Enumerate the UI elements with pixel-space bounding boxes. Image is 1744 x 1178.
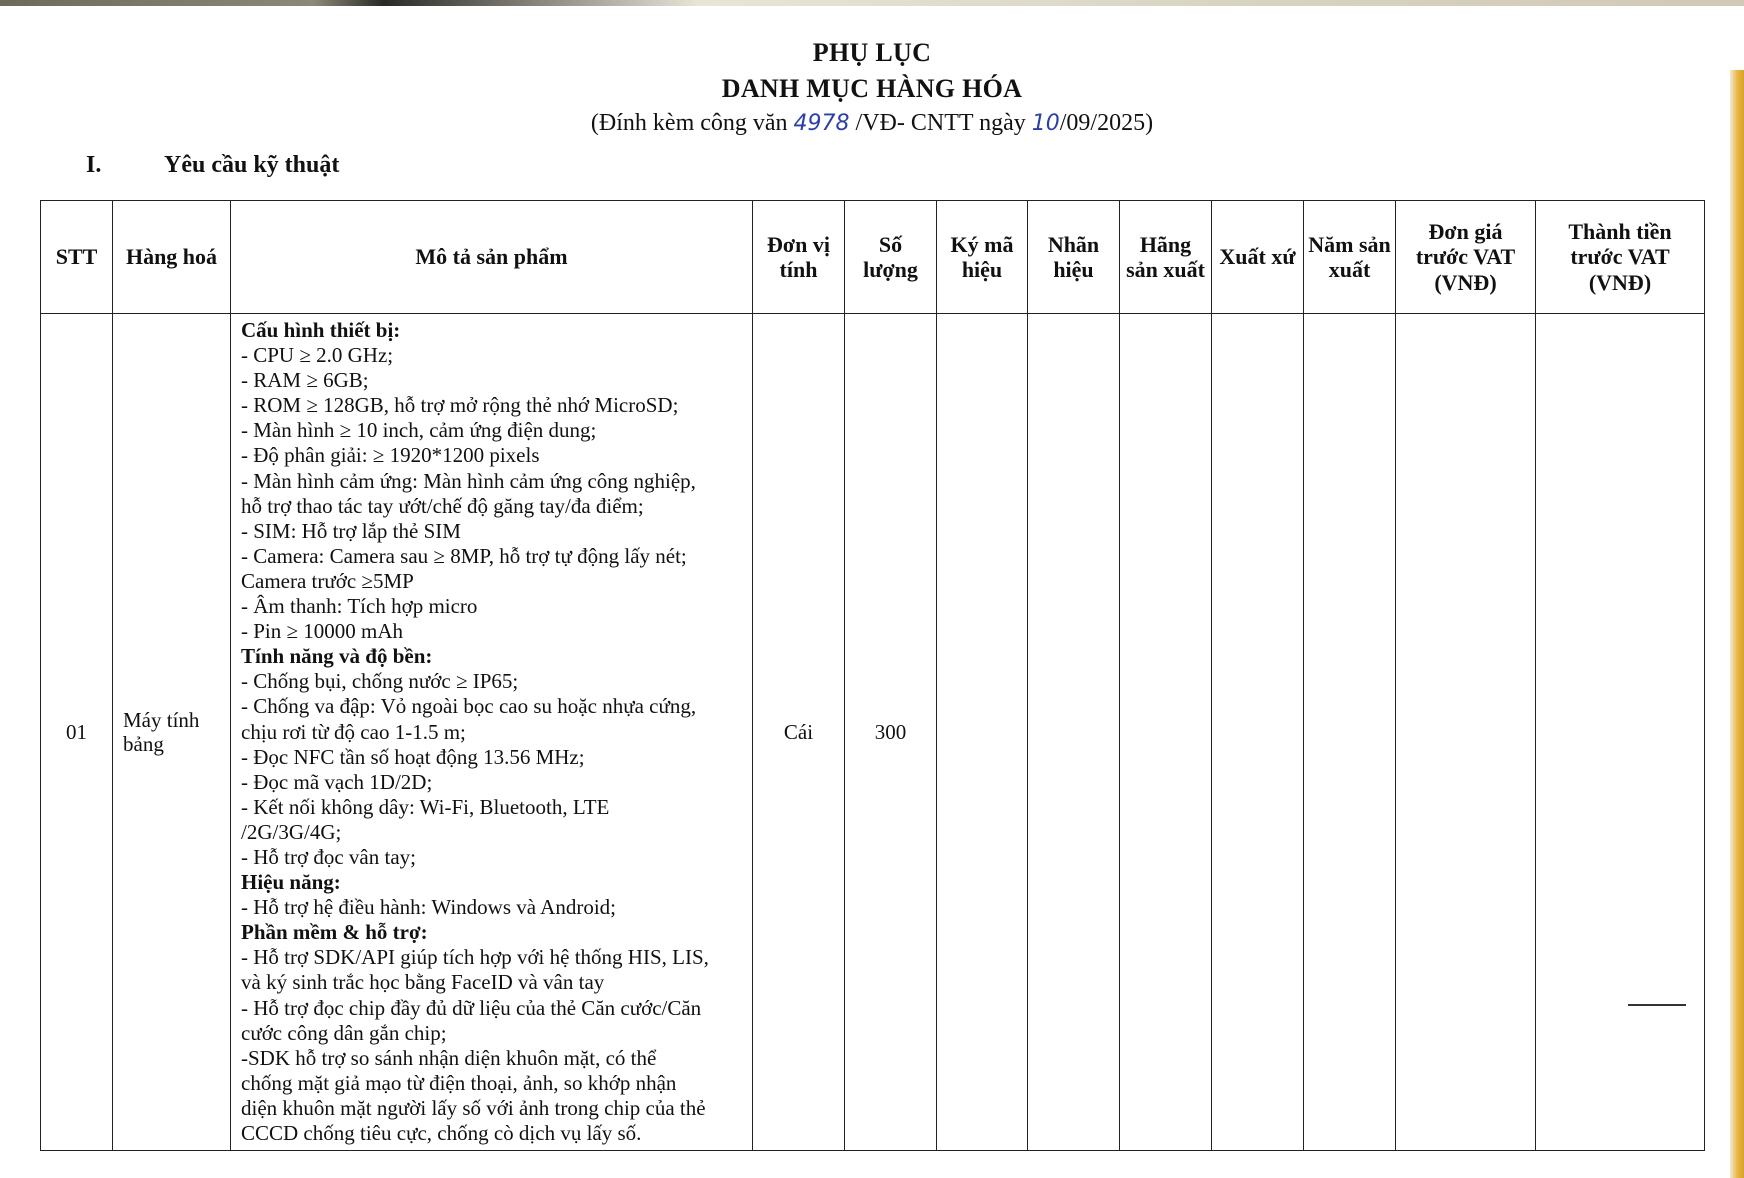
header-goods: Hàng hoá [113, 201, 231, 314]
description-line: - Độ phân giải: ≥ 1920*1200 pixels [241, 443, 540, 468]
description-subheading: Hiệu năng: [241, 870, 341, 895]
description-subheading: Phần mềm & hỗ trợ: [241, 920, 428, 945]
description-line: hỗ trợ thao tác tay ướt/chế độ găng tay/đa điểm; [241, 493, 644, 518]
description-line: - SIM: Hỗ trợ lắp thẻ SIM [241, 518, 461, 543]
description-line: - Hỗ trợ đọc vân tay; [241, 844, 416, 869]
description-line: - Màn hình ≥ 10 inch, cảm ứng điện dung; [241, 418, 597, 443]
header-year: Năm sản xuất [1304, 201, 1396, 314]
description-line: - ROM ≥ 128GB, hỗ trợ mở rộng thẻ nhớ MicroSD; [241, 393, 679, 418]
row-model-code [937, 314, 1028, 1151]
header-unit: Đơn vị tính [753, 201, 845, 314]
section-number: I. [86, 152, 102, 178]
description-line: - Âm thanh: Tích hợp micro [241, 594, 478, 619]
goods-table [40, 200, 1705, 1151]
description-line: -SDK hỗ trợ so sánh nhận diện khuôn mặt, có thể [241, 1045, 657, 1070]
description-line: - Đọc NFC tần số hoạt động 13.56 MHz; [241, 744, 585, 769]
header-brand: Nhãn hiệu [1028, 201, 1120, 314]
section-heading [86, 152, 339, 179]
description-line: Camera trước ≥5MP [241, 568, 414, 593]
row-stt: 01 [41, 314, 113, 1151]
section-title: Yêu cầu kỹ thuật [164, 152, 340, 178]
attachment-prefix: (Đính kèm công văn [590, 110, 794, 136]
pen-mark [1628, 1004, 1686, 1006]
attachment-reference [0, 110, 1744, 137]
description-line: chống mặt giả mạo từ điện thoại, ảnh, so khớp nhận [241, 1070, 677, 1095]
header-model-code: Ký mã hiệu [937, 201, 1028, 314]
row-total [1536, 314, 1705, 1151]
description-line: và ký sinh trắc học bằng FaceID và vân tay [241, 970, 605, 995]
table-header-row [41, 201, 1705, 314]
description-subheading: Tính năng và độ bền: [241, 644, 433, 669]
description-line: - RAM ≥ 6GB; [241, 368, 369, 393]
appendix-title: PHỤ LỤC [812, 38, 932, 67]
header-unit-price: Đơn giá trước VAT (VNĐ) [1396, 201, 1536, 314]
description-line: - Kết nối không dây: Wi-Fi, Bluetooth, LTE [241, 794, 610, 819]
header-manufacturer: Hãng sản xuất [1120, 201, 1212, 314]
row-unit-price [1396, 314, 1536, 1151]
description-line: - Chống va đập: Vỏ ngoài bọc cao su hoặc nhựa cứng, [241, 694, 697, 719]
row-description [231, 314, 753, 1151]
header-stt: STT [41, 201, 113, 314]
row-manufacturer [1120, 314, 1212, 1151]
description-line: CCCD chống tiêu cực, chống cò dịch vụ lấy số. [241, 1121, 642, 1145]
row-origin [1212, 314, 1304, 1151]
photo-top-edge [0, 0, 1744, 6]
attachment-suffix: /09/2025) [1059, 110, 1154, 136]
description-line: - Camera: Camera sau ≥ 8MP, hỗ trợ tự động lấy nét; [241, 543, 687, 568]
description-line: - Pin ≥ 10000 mAh [241, 619, 404, 644]
description-line: - Đọc mã vạch 1D/2D; [241, 769, 433, 794]
handwritten-doc-number: 4978 [793, 111, 850, 136]
description-line: - CPU ≥ 2.0 GHz; [241, 343, 394, 368]
description-line: diện khuôn mặt người lấy số với ảnh trong chip của thẻ [241, 1095, 706, 1120]
row-unit: Cái [753, 314, 845, 1151]
description-line: - Hỗ trợ đọc chip đầy đủ dữ liệu của thẻ Căn cước/Căn [241, 995, 702, 1020]
row-brand [1028, 314, 1120, 1151]
description-line: chịu rơi từ độ cao 1-1.5 m; [241, 719, 466, 744]
header-quantity: Số lượng [845, 201, 937, 314]
header-origin: Xuất xứ [1212, 201, 1304, 314]
description-line: - Hỗ trợ SDK/API giúp tích hợp với hệ thống HIS, LIS, [241, 945, 709, 970]
description-line: - Hỗ trợ hệ điều hành: Windows và Android; [241, 895, 616, 920]
description-line: - Màn hình cảm ứng: Màn hình cảm ứng công nghiệp, [241, 468, 696, 493]
handwritten-day: 10 [1031, 111, 1060, 136]
row-year [1304, 314, 1396, 1151]
row-goods-name: Máy tính bảng [113, 314, 231, 1151]
description-line: /2G/3G/4G; [241, 819, 342, 844]
description-line: cước công dân gắn chip; [241, 1020, 447, 1045]
table-row [41, 314, 1705, 1151]
header-total: Thành tiền trước VAT (VNĐ) [1536, 201, 1705, 314]
row-quantity: 300 [845, 314, 937, 1151]
description-line: - Chống bụi, chống nước ≥ IP65; [241, 669, 519, 694]
attachment-middle: /VĐ- CNTT ngày [849, 110, 1032, 136]
description-subheading: Cấu hình thiết bị: [241, 318, 401, 342]
photo-right-edge [1730, 70, 1744, 1178]
goods-list-title: DANH MỤC HÀNG HÓA [721, 74, 1023, 103]
header-description: Mô tả sản phẩm [231, 201, 753, 314]
